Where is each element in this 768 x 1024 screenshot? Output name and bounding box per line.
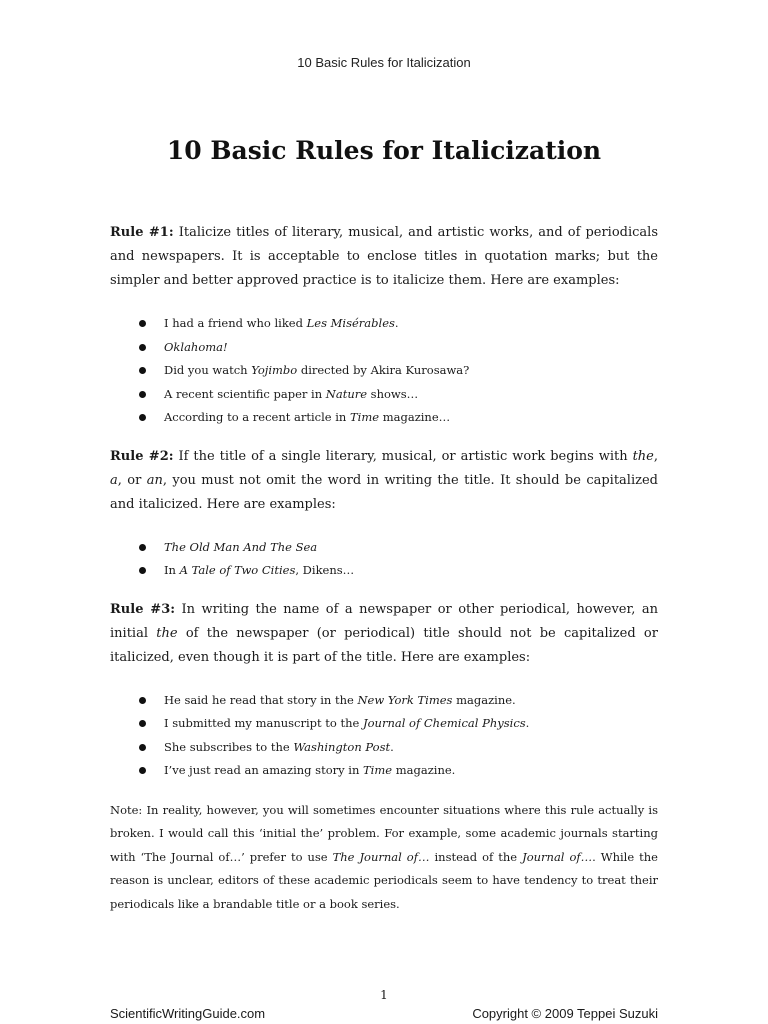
text-run: instead of the xyxy=(429,849,523,864)
italic-title: Nature xyxy=(325,386,368,401)
bullet-icon xyxy=(139,767,146,774)
page-number: 1 xyxy=(380,988,388,1002)
note-paragraph xyxy=(110,799,658,917)
text-run: In xyxy=(164,563,180,577)
italic-title: the xyxy=(632,448,654,464)
italic-title: Journal of Chemical Physics xyxy=(363,716,526,730)
bullet-icon xyxy=(139,344,146,351)
bullet-icon xyxy=(139,544,146,551)
page-footer xyxy=(110,988,658,1024)
italic-title: Washington Post xyxy=(293,739,391,754)
rule-1-text xyxy=(110,225,658,288)
rule-3-paragraph xyxy=(110,598,658,670)
italic-title: A Tale of Two Cities xyxy=(179,563,296,577)
text-run: , or xyxy=(117,472,147,488)
text-run: She subscribes to the xyxy=(164,739,294,754)
rule-3-label: Rule #3: xyxy=(110,601,176,617)
example-item xyxy=(110,736,658,760)
example-item xyxy=(110,536,658,560)
example-item xyxy=(110,336,658,360)
text-run: of the newspaper (or periodical) title should not be capitalized or italicized, even though it is part of the title. Here are examples: xyxy=(110,625,658,665)
bullet-icon xyxy=(139,744,146,751)
example-item xyxy=(110,689,658,713)
text-run: . xyxy=(390,739,394,754)
bullet-icon xyxy=(139,320,146,327)
italic-title: an xyxy=(146,472,163,488)
rule-3-text xyxy=(110,602,658,665)
footer-site: ScientificWritingGuide.com xyxy=(110,1006,266,1021)
example-item xyxy=(110,559,658,583)
text-run: magazine. xyxy=(392,763,456,777)
rule-2-text xyxy=(110,449,658,512)
example-item xyxy=(110,712,658,736)
italic-title: The Journal of… xyxy=(332,849,430,864)
rule-1-paragraph xyxy=(110,221,658,293)
rule-3-examples xyxy=(110,689,658,783)
italic-title: Time xyxy=(350,410,380,424)
example-item xyxy=(110,359,658,383)
text-run: . xyxy=(394,316,399,330)
italic-title: Journal of… xyxy=(522,849,593,864)
text-run: If the title of a single literary, musical, or artistic work begins with xyxy=(173,448,633,464)
rule-1-examples xyxy=(110,312,658,430)
footer-copyright: Copyright © 2009 Teppei Suzuki xyxy=(472,1006,658,1021)
bullet-icon xyxy=(139,567,146,574)
text-run: Did you watch xyxy=(164,363,252,377)
text-run: A recent scientific paper in xyxy=(164,386,326,401)
rule-2-paragraph xyxy=(110,445,658,517)
text-run: . While the reason is unclear, editors of these academic periodicals seem to have tendency to treat their periodicals like a brandable title or a book series. xyxy=(110,849,658,911)
bullet-icon xyxy=(139,720,146,727)
text-run: Italicize titles of literary, musical, and artistic works, and of periodicals and newspapers. It is acceptable to enclose titles in quotation marks; but the simpler and better approved practice is to italicize them. Here are examples: xyxy=(110,225,658,288)
text-run: According to a recent article in xyxy=(164,410,350,424)
text-run: directed by Akira Kurosawa? xyxy=(297,363,470,377)
example-item xyxy=(110,406,658,430)
italic-title: The Old Man And The Sea xyxy=(164,539,318,554)
running-header: 10 Basic Rules for Italicization xyxy=(297,55,471,70)
bullet-icon xyxy=(139,367,146,374)
example-item xyxy=(110,759,658,783)
bullet-icon xyxy=(139,697,146,704)
rule-1-label: Rule #1: xyxy=(110,225,174,240)
text-run: I’ve just read an amazing story in xyxy=(164,763,364,777)
document-title: 10 Basic Rules for Italicization xyxy=(166,136,602,165)
italic-title: New York Times xyxy=(357,692,453,707)
bullet-icon xyxy=(139,414,146,421)
italic-title: Yojimbo xyxy=(251,363,298,377)
italic-title: the xyxy=(156,625,178,641)
rule-2-label: Rule #2: xyxy=(110,448,174,464)
text-run: He said he read that story in the xyxy=(164,692,358,707)
text-run: . xyxy=(525,716,530,730)
text-run: , Dikens… xyxy=(295,563,355,577)
italic-title: Les Misérables xyxy=(306,316,395,330)
text-run: I had a friend who liked xyxy=(164,316,307,330)
text-run: shows… xyxy=(367,386,419,401)
italic-title: Time xyxy=(363,763,393,777)
bullet-icon xyxy=(139,391,146,398)
text-run: Note: In reality, however, you will sometimes encounter situations where this rule actually is broken. I would call this ‘initial the’ problem. For example, some academic journals starting with ‘The Journal of…’ prefer to use xyxy=(110,802,658,864)
text-run: , xyxy=(653,448,659,464)
rule-2-examples xyxy=(110,536,658,583)
example-item xyxy=(110,383,658,407)
example-item xyxy=(110,312,658,336)
text-run: magazine… xyxy=(379,410,451,424)
text-run: , you must not omit the word in writing the title. It should be capitalized and italicized. Here are examples: xyxy=(110,472,658,512)
italic-title: Oklahoma! xyxy=(164,339,228,354)
text-run: magazine. xyxy=(452,692,516,707)
italic-title: a xyxy=(110,472,118,488)
text-run: In writing the name of a newspaper or other periodical, however, an initial xyxy=(110,601,658,641)
text-run: I submitted my manuscript to the xyxy=(164,716,363,730)
document-body xyxy=(110,221,658,916)
